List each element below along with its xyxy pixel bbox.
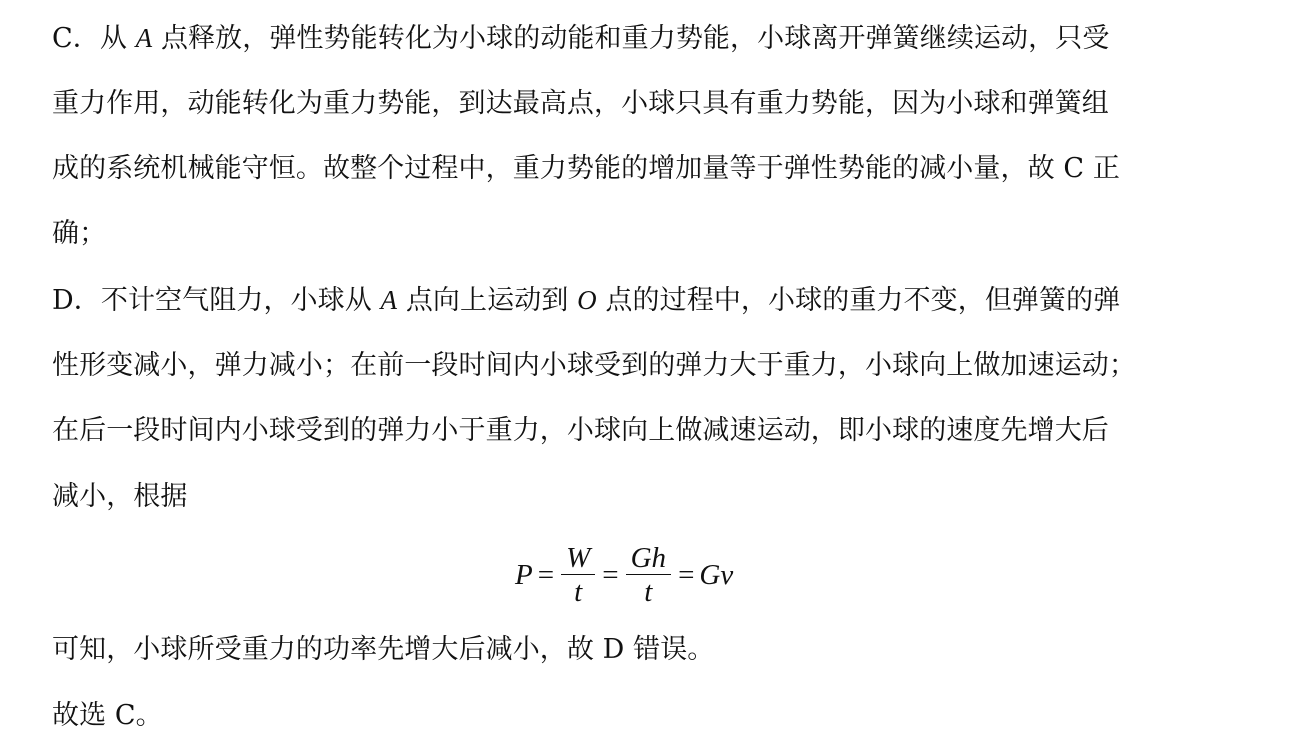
fraction-denominator: t [644,575,653,608]
option-d-line-1 [52,280,1252,320]
fraction-gh-over-t [626,542,671,609]
option-d-prefix: D．不计空气阻力，小球从 [52,285,372,316]
option-c-line-4: 确； [52,218,107,249]
option-c-prefix: C．从 [52,23,127,54]
formula-equals-3: = [678,558,695,591]
formula-lhs: P [515,558,533,591]
power-formula [515,537,733,613]
fraction-numerator: Gh [626,542,671,575]
fraction-w-over-t [561,542,595,609]
conclusion-line: 可知，小球所受重力的功率先增大后减小，故 D 错误。 [52,634,715,665]
point-o-label: O [577,285,597,315]
option-c-line-3: 成的系统机械能守恒。故整个过程中，重力势能的增加量等于弹性势能的减小量，故 C 正 [52,153,1120,184]
point-a-label: A [135,23,153,53]
formula-rhs: Gv [699,558,734,591]
option-d-line-4: 减小，根据 [52,481,188,512]
fraction-denominator: t [574,575,583,608]
fraction-numerator: W [561,542,595,575]
option-c-line-1 [52,18,1252,58]
answer-line: 故选 C。 [52,700,163,731]
option-d-line-2: 性形变减小，弹力减小；在前一段时间内小球受到的弹力大于重力，小球向上做加速运动； [52,350,1136,381]
formula-equals-2: = [602,558,619,591]
option-d-text: 点的过程中，小球的重力不变，但弹簧的弹 [605,285,1121,316]
point-a-label: A [380,285,398,315]
option-c-line-2: 重力作用，动能转化为重力势能，到达最高点，小球只具有重力势能，因为小球和弹簧组 [52,88,1109,119]
option-d-line-3: 在后一段时间内小球受到的弹力小于重力，小球向上做减速运动，即小球的速度先增大后 [52,415,1109,446]
option-d-middle: 点向上运动到 [405,285,569,316]
formula-equals-1: = [537,558,555,591]
option-c-text: 点释放，弹性势能转化为小球的动能和重力势能，小球离开弹簧继续运动，只受 [160,23,1110,54]
